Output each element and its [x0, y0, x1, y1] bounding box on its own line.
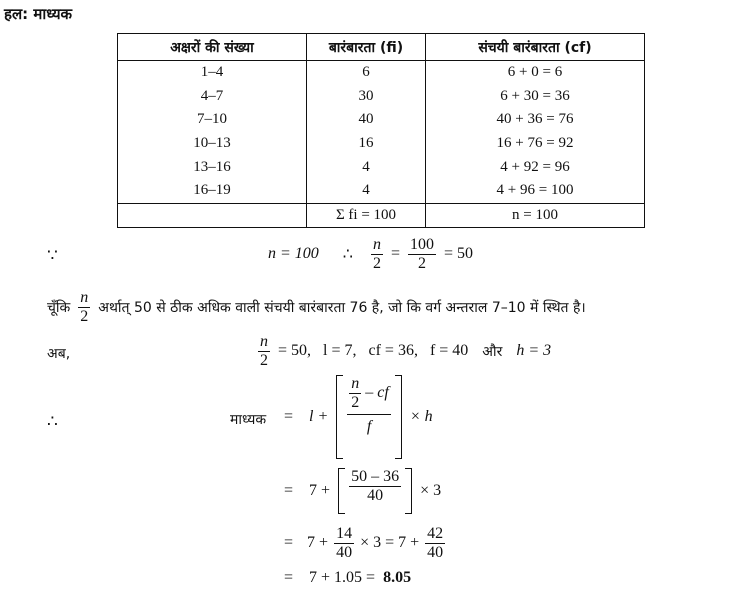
fraction-denominator: 2 — [418, 254, 427, 272]
step-2 — [284, 521, 445, 565]
outer-fraction — [343, 375, 395, 459]
seven-plus: 7 + — [307, 534, 329, 551]
fraction-denominator: 2 — [351, 393, 360, 411]
equals-sign: = — [284, 534, 294, 551]
times-3: × 3 — [420, 482, 442, 499]
and-word: और — [482, 343, 503, 360]
fraction-numerator: 14 — [336, 524, 353, 542]
fraction-denominator: 40 — [336, 543, 353, 561]
cell-class-interval: 16–19 — [118, 179, 307, 203]
fraction-100-over-2 — [408, 236, 436, 272]
seven-plus-1-05: 7 + 1.05 = — [309, 569, 376, 586]
seven-plus: 7 + — [309, 482, 331, 499]
cell-class-interval: 7–10 — [118, 108, 307, 132]
cell-frequency: 6 — [307, 61, 426, 85]
median-label: माध्यक — [230, 412, 267, 428]
footer-cell-empty — [118, 203, 307, 227]
fraction-n-over-2 — [258, 333, 270, 369]
cell-cumulative: 40 + 36 = 76 — [426, 108, 645, 132]
col-header-letters: अक्षरों की संख्या — [118, 34, 307, 61]
step-1 — [284, 467, 441, 515]
given-values: = 50, l = 7, cf = 36, f = 40 — [278, 342, 469, 360]
explanation-text: अर्थात् 50 से ठीक अधिक वाली संचयी बारंबारता 76 है, जो कि वर्ग अन्तराल 7–10 में स्थित है। — [98, 299, 586, 316]
fraction-numerator: 50 – 36 — [351, 468, 400, 485]
median-formula — [284, 372, 433, 462]
final-answer: 8.05 — [383, 569, 412, 586]
therefore-symbol: ∴ — [342, 246, 353, 264]
col-header-cumulative: संचयी बारंबारता (cf) — [426, 34, 645, 61]
denominator-f: f — [366, 418, 372, 436]
cell-frequency: 16 — [307, 132, 426, 156]
solution-heading: हल: माध्यक — [4, 5, 73, 23]
fraction-numerator: n — [260, 333, 268, 350]
now-label: अब, — [47, 346, 71, 362]
cell-class-interval: 10–13 — [118, 132, 307, 156]
fraction-14-over-40 — [334, 525, 354, 561]
table-row — [118, 179, 645, 203]
table-row — [118, 108, 645, 132]
h-value: h = 3 — [516, 342, 552, 360]
cell-class-interval: 13–16 — [118, 155, 307, 179]
formula-bracket — [336, 375, 402, 459]
table-header-row — [118, 34, 645, 61]
equals-sign: = — [284, 482, 294, 499]
cell-frequency: 4 — [307, 155, 426, 179]
table-row — [118, 132, 645, 156]
fraction-denominator: 40 — [367, 486, 384, 504]
fraction-numerator: n — [372, 236, 381, 253]
table-row — [118, 85, 645, 109]
result-50: = 50 — [444, 245, 474, 263]
cell-cumulative: 6 + 0 = 6 — [426, 61, 645, 85]
since-word: चूँकि — [47, 299, 71, 316]
cell-cumulative: 16 + 76 = 92 — [426, 132, 645, 156]
cell-cumulative: 6 + 30 = 36 — [426, 85, 645, 109]
table-footer-row — [118, 203, 645, 227]
cell-frequency: 30 — [307, 85, 426, 109]
fraction-42-over-40 — [425, 525, 445, 561]
l-plus: l + — [309, 408, 329, 425]
times-3-equals-7-plus: × 3 = 7 + — [360, 534, 420, 551]
cell-frequency: 4 — [307, 179, 426, 203]
times-h: × h — [409, 408, 433, 425]
minus-cf: – cf — [365, 384, 389, 402]
col-header-frequency: बारंबारता (fi) — [307, 34, 426, 61]
fraction-50-minus-36-over-40 — [345, 468, 405, 514]
values-line — [258, 333, 551, 369]
fraction-numerator: 42 — [427, 524, 444, 542]
fraction-denominator: 2 — [80, 307, 89, 325]
frequency-table — [117, 33, 645, 228]
explanation-line — [47, 289, 586, 325]
fraction-denominator: 2 — [372, 254, 381, 272]
cell-class-interval: 1–4 — [118, 61, 307, 85]
n-equation-line: n = 100 ∴ $\frac{n}{2}$ = $\frac{100}{2}$ = 50 — [268, 236, 474, 272]
therefore-symbol: ∴ — [47, 412, 58, 431]
cell-cumulative: 4 + 92 = 96 — [426, 155, 645, 179]
equals-sign: = — [284, 408, 294, 425]
cell-cumulative: 4 + 96 = 100 — [426, 179, 645, 203]
fraction-n-over-2 — [78, 289, 90, 325]
equals-sign: = — [284, 569, 294, 586]
cell-frequency: 40 — [307, 108, 426, 132]
fraction-denominator: 2 — [260, 351, 268, 369]
inner-fraction-n-over-2 — [349, 375, 361, 411]
because-symbol: ∵ — [47, 246, 58, 265]
footer-cell-n: n = 100 — [426, 203, 645, 227]
footer-cell-sum: Σ fi = 100 — [307, 203, 426, 227]
fraction-denominator: 40 — [427, 543, 444, 561]
step-1-bracket — [338, 468, 412, 514]
table-row — [118, 155, 645, 179]
cell-class-interval: 4–7 — [118, 85, 307, 109]
fraction-n-over-2 — [371, 236, 383, 272]
fraction-numerator: 100 — [410, 236, 435, 253]
table-row — [118, 61, 645, 85]
fraction-numerator: n — [80, 289, 89, 306]
step-3 — [284, 569, 411, 587]
fraction-numerator: n — [351, 375, 360, 392]
n-equals: n = 100 — [268, 245, 319, 263]
